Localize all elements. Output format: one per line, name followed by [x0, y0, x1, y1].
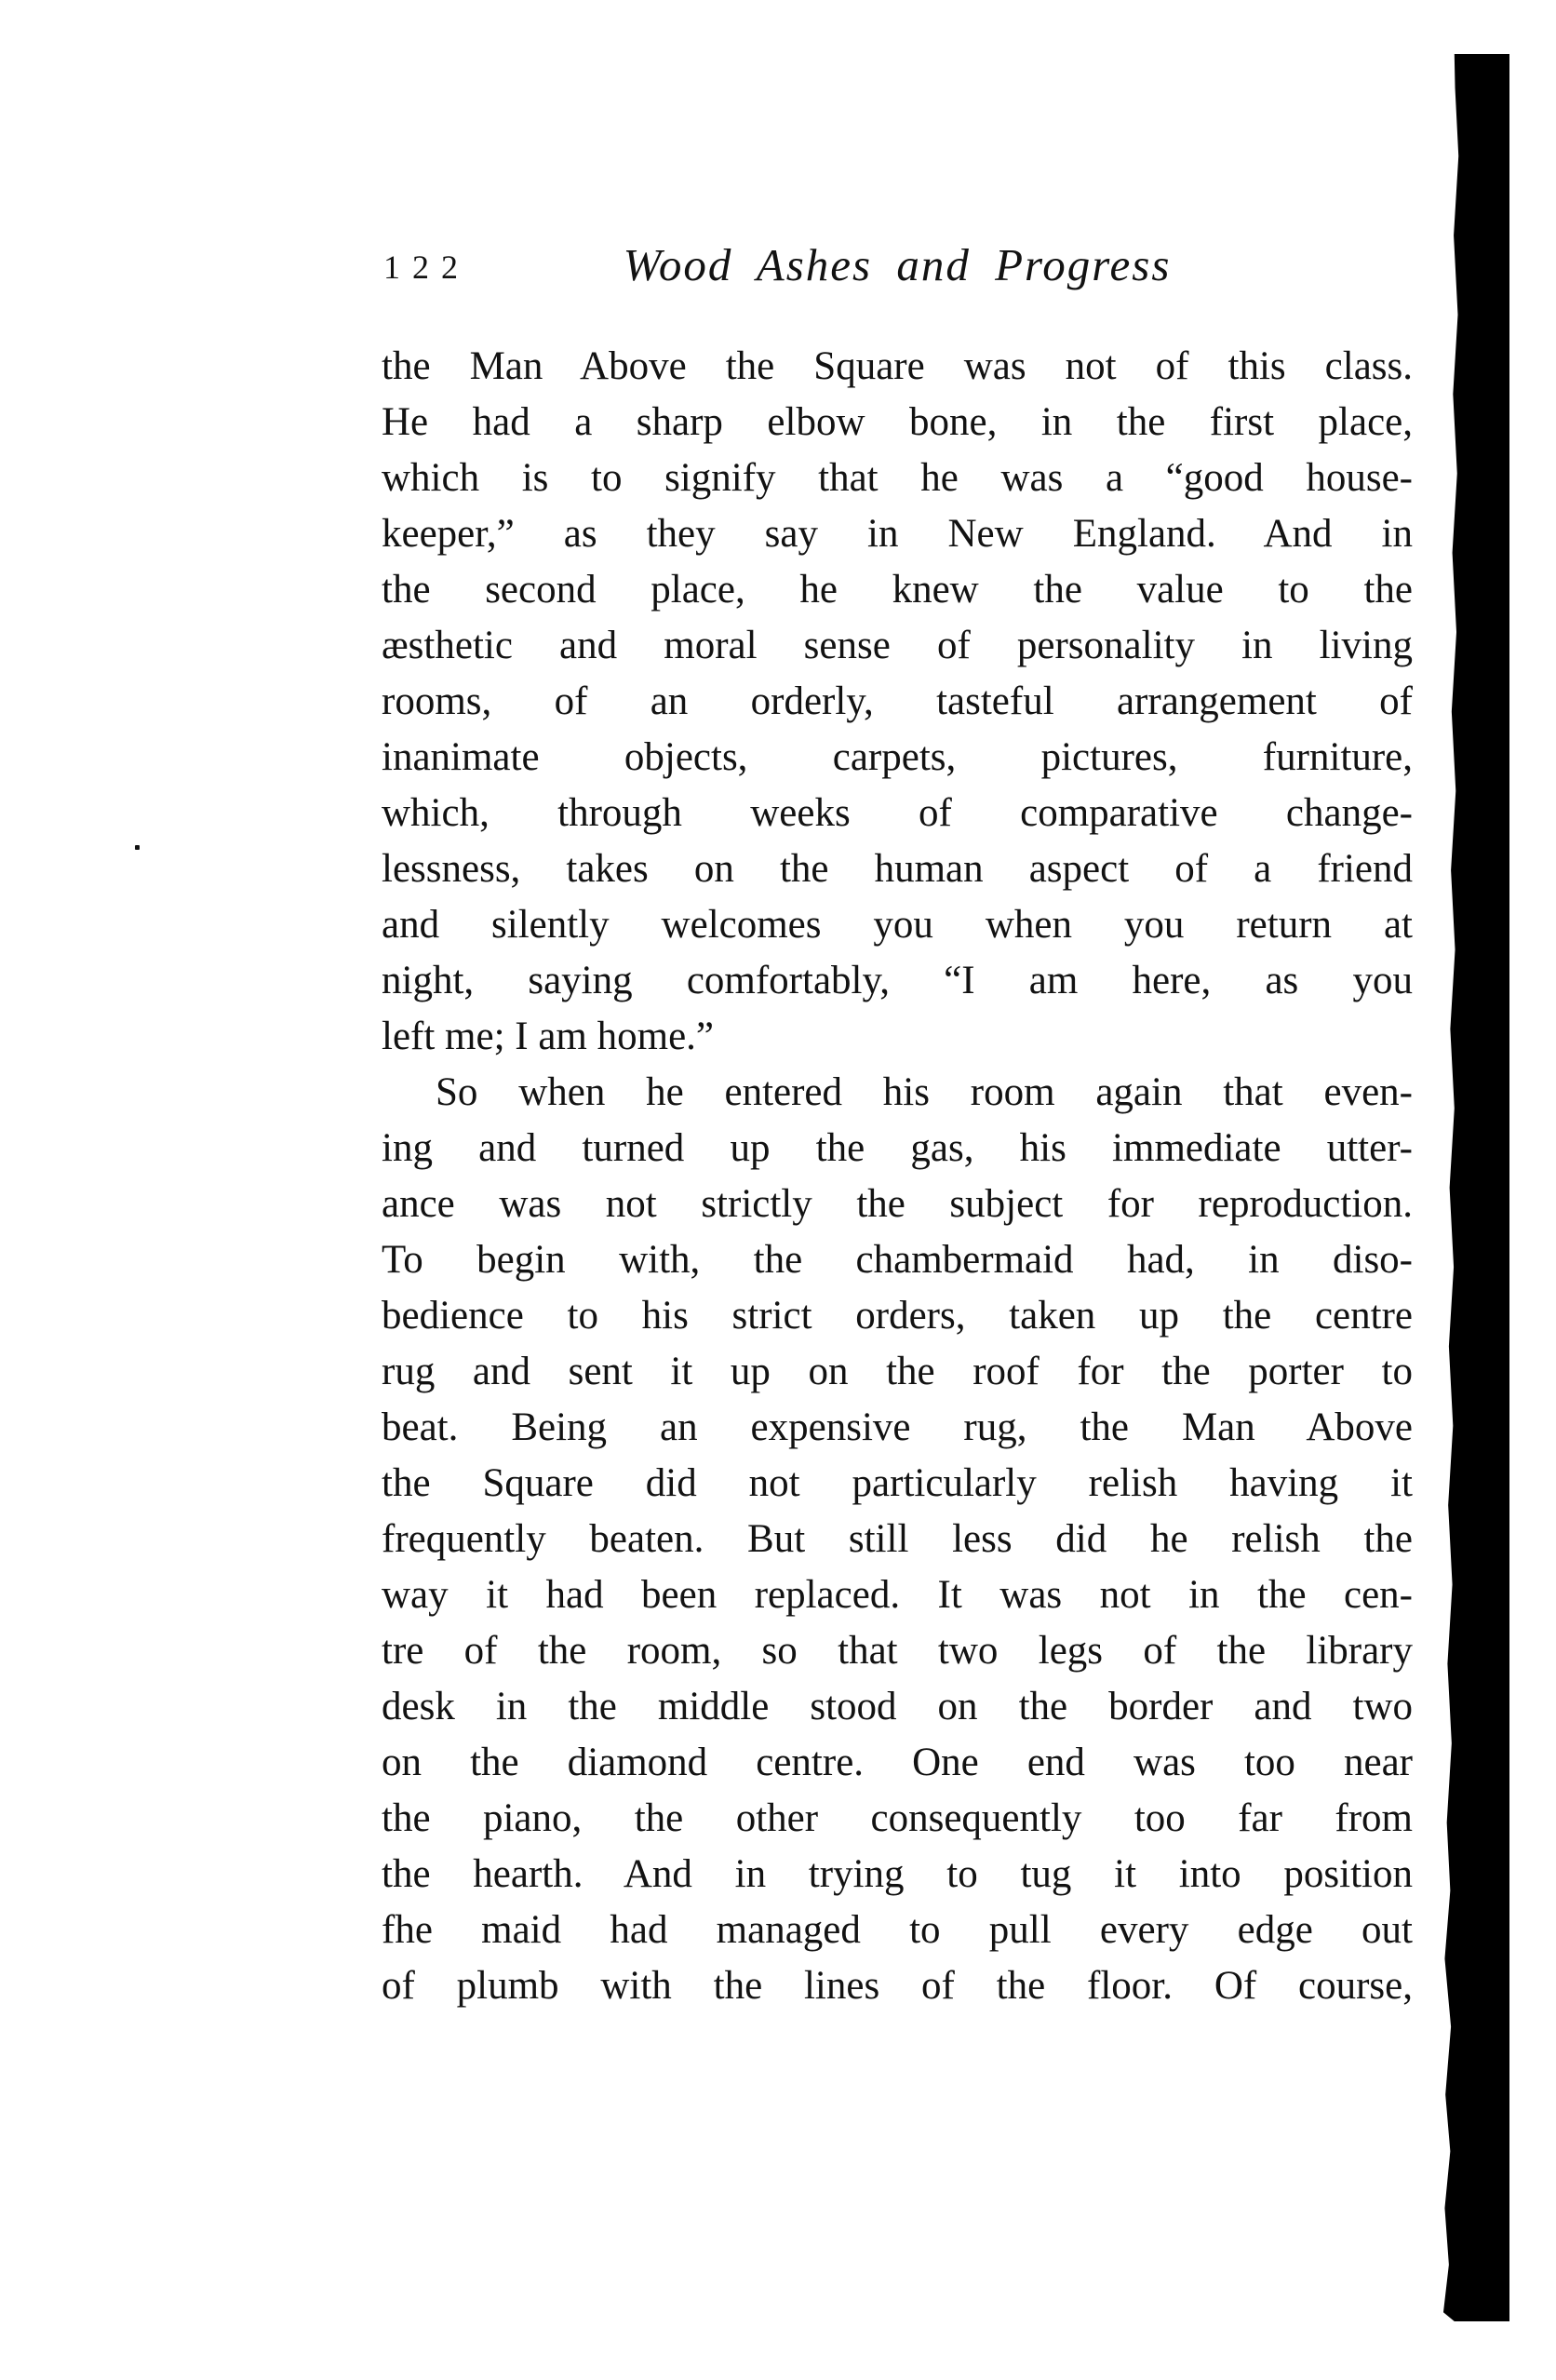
text-line: He had a sharp elbow bone, in the first place, — [382, 400, 1413, 444]
text-line: the second place, he knew the value to the — [382, 568, 1413, 612]
page-header — [382, 238, 1413, 290]
text-line: frequently beaten. But still less did he relish the — [382, 1517, 1413, 1561]
text-line: of plumb with the lines of the floor. Of course, — [382, 1964, 1413, 2008]
text-line: æsthetic and moral sense of personality in living — [382, 624, 1413, 667]
text-line: To begin with, the chambermaid had, in diso- — [382, 1238, 1413, 1282]
text-line: which, through weeks of comparative change- — [382, 791, 1413, 835]
running-title: Wood Ashes and Progress — [623, 239, 1172, 290]
text-line: lessness, takes on the human aspect of a friend — [382, 847, 1413, 891]
text-line: way it had been replaced. It was not in the cen- — [382, 1573, 1413, 1617]
text-line: left me; I am home.” — [382, 1015, 714, 1058]
text-line: night, saying comfortably, “I am here, as you — [382, 959, 1413, 1002]
text-line: fhe maid had managed to pull every edge out — [382, 1908, 1413, 1952]
text-line: ing and turned up the gas, his immediate utter- — [382, 1126, 1413, 1170]
text-line: the Man Above the Square was not of this class. — [382, 344, 1413, 388]
page-number: 122 — [383, 249, 470, 286]
text-line: and silently welcomes you when you return at — [382, 903, 1413, 947]
text-line: the piano, the other consequently too far from — [382, 1796, 1413, 1840]
text-line: ance was not strictly the subject for reproduction. — [382, 1182, 1413, 1226]
ink-speck — [135, 845, 140, 850]
text-line: tre of the room, so that two legs of the library — [382, 1629, 1413, 1673]
text-line: on the diamond centre. One end was too near — [382, 1741, 1413, 1784]
text-line: beat. Being an expensive rug, the Man Above — [382, 1405, 1413, 1449]
text-line: keeper,” as they say in New England. And in — [382, 512, 1413, 556]
text-line: desk in the middle stood on the border and two — [382, 1685, 1413, 1728]
text-line: which is to signify that he was a “good house- — [382, 456, 1413, 500]
text-line: bedience to his strict orders, taken up the centre — [382, 1294, 1413, 1338]
text-line: inanimate objects, carpets, pictures, furniture, — [382, 735, 1413, 779]
text-block — [382, 339, 1413, 2014]
text-line: the Square did not particularly relish having it — [382, 1461, 1413, 1505]
text-line: rug and sent it up on the roof for the porter to — [382, 1350, 1413, 1393]
text-line: So when he entered his room again that even- — [436, 1070, 1413, 1114]
binding-shadow-bar — [1441, 54, 1509, 2321]
text-line: rooms, of an orderly, tasteful arrangement of — [382, 679, 1413, 723]
text-line: the hearth. And in trying to tug it into position — [382, 1852, 1413, 1896]
